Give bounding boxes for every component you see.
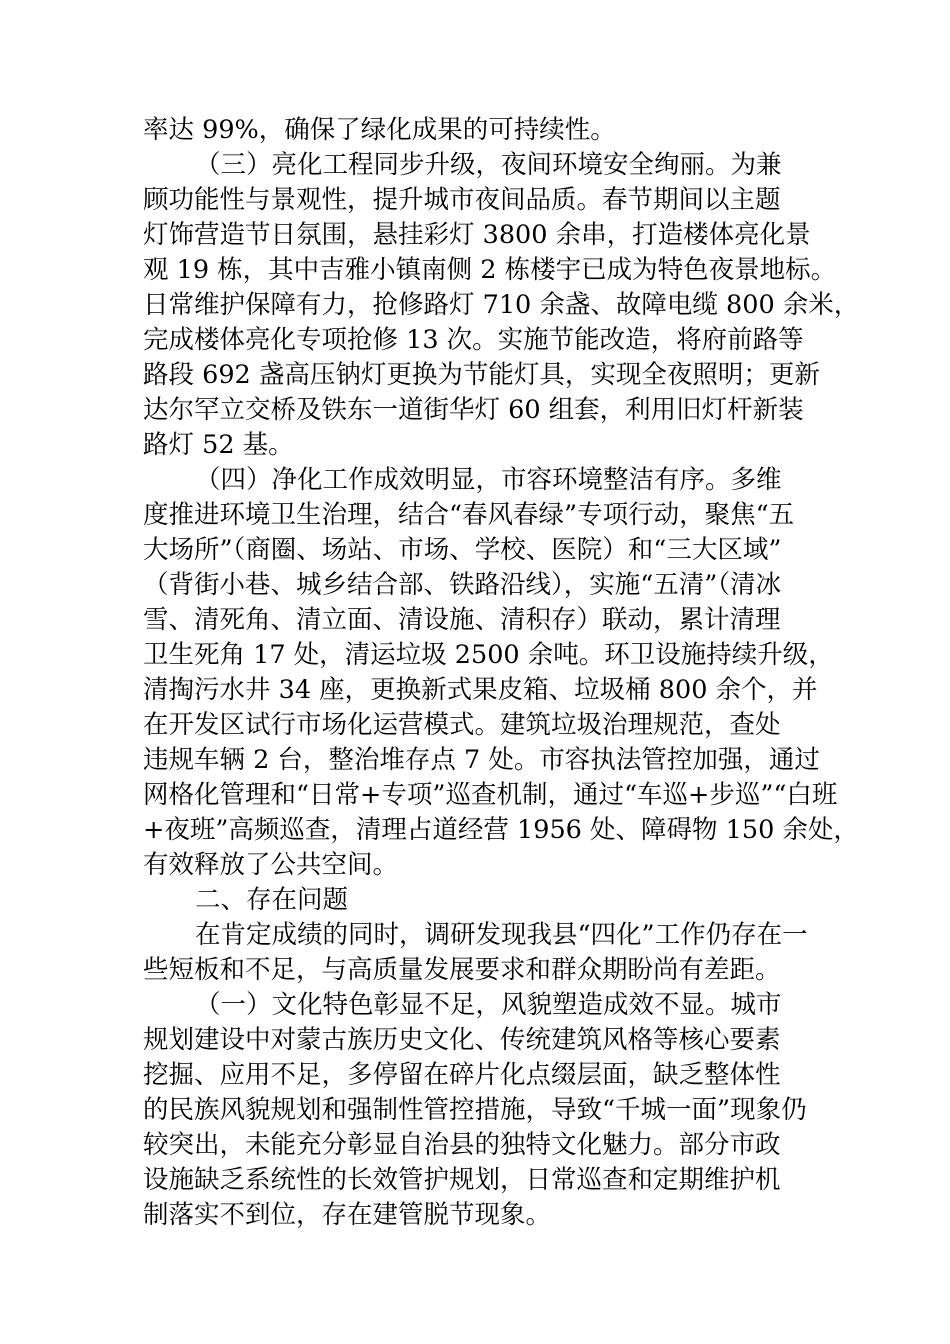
text-line: 较突出，未能充分彰显自治县的独特文化魅力。部分市政 bbox=[143, 1130, 781, 1160]
paragraph bbox=[143, 918, 843, 988]
text-line: 的民族风貌规划和强制性管控措施，导致“千城一面”现象仍 bbox=[143, 1095, 807, 1125]
paragraph bbox=[143, 148, 860, 463]
text-line: 度推进环境卫生治理，结合“春风春绿”专项行动，聚焦“五 bbox=[143, 500, 795, 530]
text-line: 大场所”（商圈、场站、市场、学校、医院）和“三大区域” bbox=[143, 535, 782, 565]
text-line: （背街小巷、城乡结合部、铁路沿线），实施“五清”（清冰 bbox=[143, 570, 782, 600]
text-line: 灯饰营造节日氛围，悬挂彩灯 3800 余串，打造楼体亮化景 bbox=[143, 220, 811, 250]
text-line: 些短板和不足，与高质量发展要求和群众期盼尚有差距。 bbox=[143, 955, 781, 985]
text-line: 路段 692 盏高压钠灯更换为节能灯具，实现全夜照明；更新 bbox=[143, 360, 820, 390]
paragraph bbox=[143, 113, 843, 148]
text-line: 清掏污水井 34 座，更换新式果皮箱、垃圾桶 800 余个，并 bbox=[143, 675, 818, 705]
text-line: （一）文化特色彰显不足，风貌塑造成效不显。城市 bbox=[195, 990, 782, 1020]
text-line: 规划建设中对蒙古族历史文化、传统建筑风格等核心要素 bbox=[143, 1025, 781, 1055]
text-line: 违规车辆 2 台，整治堆存点 7 处。市容执法管控加强，通过 bbox=[143, 745, 820, 775]
text-line: 二、存在问题 bbox=[195, 885, 349, 915]
text-line: 雪、清死角、清立面、清设施、清积存）联动，累计清理 bbox=[143, 605, 781, 635]
text-line: 制落实不到位，存在建管脱节现象。 bbox=[143, 1200, 552, 1230]
paragraph bbox=[143, 463, 859, 883]
text-line: 有效释放了公共空间。 bbox=[143, 850, 399, 880]
text-line: 在开发区试行市场化运营模式。建筑垃圾治理规范，查处 bbox=[143, 710, 781, 740]
text-line: （四）净化工作成效明显，市容环境整洁有序。多维 bbox=[195, 465, 782, 495]
text-line: 完成楼体亮化专项抢修 13 次。实施节能改造，将府前路等 bbox=[143, 325, 804, 355]
text-line: 挖掘、应用不足，多停留在碎片化点缀层面，缺乏整体性 bbox=[143, 1060, 781, 1090]
text-line: +夜班”高频巡查，清理占道经营 1956 处、障碍物 150 余处， bbox=[143, 815, 859, 845]
text-line: 观 19 栋，其中吉雅小镇南侧 2 栋楼宇已成为特色夜景地标。 bbox=[143, 255, 837, 285]
text-line: 在肯定成绩的同时，调研发现我县“四化”工作仍存在一 bbox=[195, 920, 808, 950]
text-line: 路灯 52 基。 bbox=[143, 430, 294, 460]
text-line: 率达 99%，确保了绿化成果的可持续性。 bbox=[143, 115, 616, 145]
paragraph bbox=[143, 988, 843, 1233]
text-line: 日常维护保障有力，抢修路灯 710 余盏、故障电缆 800 余米， bbox=[143, 290, 860, 320]
text-line: 网格化管理和“日常+专项”巡查机制，通过“车巡+步巡”“白班 bbox=[143, 780, 838, 810]
text-line: （三）亮化工程同步升级，夜间环境安全绚丽。为兼 bbox=[195, 150, 782, 180]
text-line: 顾功能性与景观性，提升城市夜间品质。春节期间以主题 bbox=[143, 185, 781, 215]
text-line: 卫生死角 17 处，清运垃圾 2500 余吨。环卫设施持续升级， bbox=[143, 640, 834, 670]
text-line: 设施缺乏系统性的长效管护规划，日常巡查和定期维护机 bbox=[143, 1165, 781, 1195]
paragraph bbox=[143, 883, 843, 918]
text-line: 达尔罕立交桥及铁东一道街华灯 60 组套，利用旧灯杆新装 bbox=[143, 395, 804, 425]
document-page bbox=[143, 113, 860, 1233]
